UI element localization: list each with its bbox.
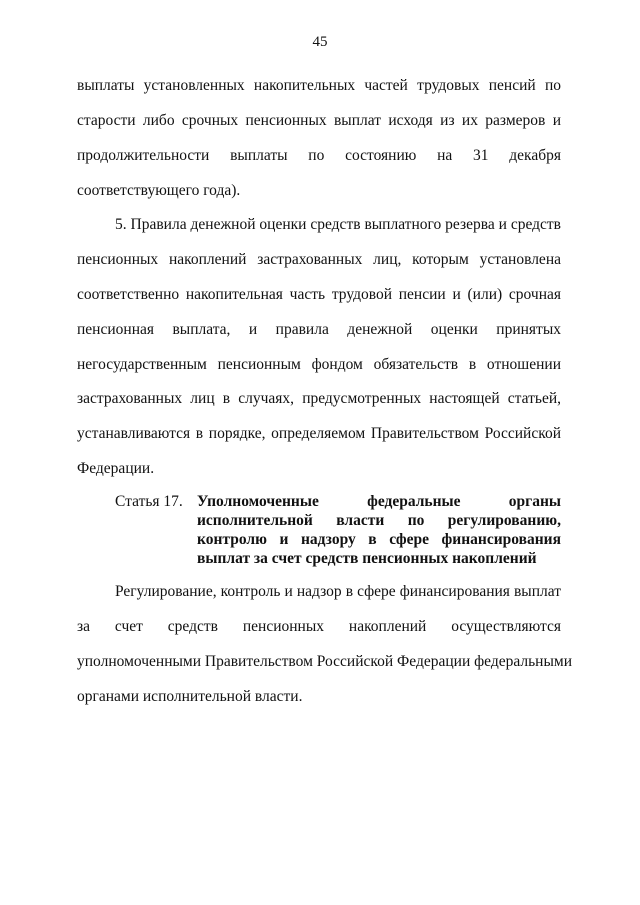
text-line: устанавливаются в порядке, определяемом Правительством Российской (77, 425, 561, 442)
text-line: соответствующего года). (77, 182, 241, 199)
text-line: за счет средств пенсионных накоплений осуществляются (77, 618, 561, 635)
text-line: негосударственным пенсионным фондом обязательств в отношении (77, 356, 561, 373)
text-line: выплаты установленных накопительных частей трудовых пенсий по (77, 77, 561, 94)
text-line: Регулирование, контроль и надзор в сфере финансирования выплат (115, 583, 561, 600)
article-title-line: контролю и надзору в сфере финансирования (197, 531, 561, 548)
article-title-line: исполнительной власти по регулированию, (197, 512, 561, 529)
article-title-line: Уполномоченные федеральные органы (197, 493, 561, 510)
text-line: уполномоченными Правительством Российской Федерации федеральными (77, 653, 572, 670)
text-line: пенсионная выплата, и правила денежной оценки принятых (77, 321, 561, 338)
page-number: 45 (312, 34, 328, 50)
text-line: соответственно накопительная часть трудовой пенсии и (или) срочная (77, 286, 561, 303)
text-line: продолжительности выплаты по состоянию на 31 декабря (77, 147, 561, 164)
article-title-line: выплат за счет средств пенсионных накоплений (197, 550, 537, 567)
text-line: пенсионных накоплений застрахованных лиц, которым установлена (77, 251, 561, 268)
text-line: 5. Правила денежной оценки средств выплатного резерва и средств (115, 216, 561, 233)
text-line: старости либо срочных пенсионных выплат исходя из их размеров и (77, 112, 561, 129)
text-line: застрахованных лиц в случаях, предусмотренных настоящей статьей, (77, 390, 561, 407)
text-line: Федерации. (77, 460, 155, 477)
text-line: органами исполнительной власти. (77, 688, 303, 705)
article-label: Статья 17. (115, 493, 183, 510)
